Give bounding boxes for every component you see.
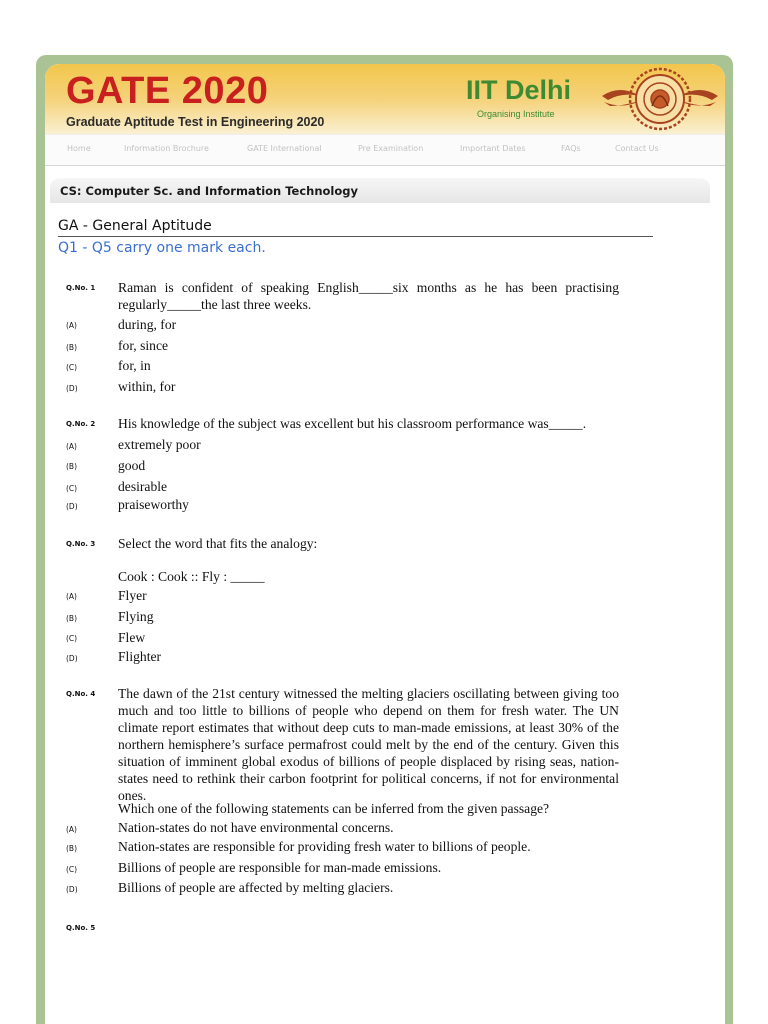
question-prompt: Which one of the following statements can be inferred from the given passage? <box>118 801 550 816</box>
passage-text <box>118 685 619 804</box>
option-label: (A) <box>66 442 77 451</box>
option-text: extremely poor <box>118 437 201 452</box>
nav-gate-international[interactable]: GATE International <box>247 144 322 153</box>
nav-pre-examination[interactable]: Pre Examination <box>358 144 424 153</box>
option-label: (B) <box>66 614 77 623</box>
option-label: (D) <box>66 654 78 663</box>
option-text: good <box>118 458 146 473</box>
question-number: Q.No. 4 <box>66 690 96 698</box>
option-label: (B) <box>66 462 77 471</box>
marks-note: Q1 - Q5 carry one mark each. <box>58 240 266 256</box>
question-text <box>118 279 619 313</box>
option-label: (C) <box>66 363 78 372</box>
option-label: (C) <box>66 484 78 493</box>
option-text: for, in <box>118 358 151 373</box>
subject-bar <box>50 178 710 203</box>
option-text: for, since <box>118 338 169 353</box>
option-label: (A) <box>66 592 77 601</box>
institute-name: IIT Delhi <box>466 75 572 105</box>
question-number: Q.No. 1 <box>66 284 96 292</box>
option-text: during, for <box>118 317 177 332</box>
option-text: Flew <box>118 630 146 645</box>
option-text: Billions of people are responsible for man-made emissions. <box>118 860 442 875</box>
option-text: Flying <box>118 609 154 624</box>
option-text: desirable <box>118 479 168 494</box>
option-label: (D) <box>66 885 78 894</box>
option-text: Flyer <box>118 588 147 603</box>
institute-role: Organising Institute <box>477 109 555 119</box>
question-line: regularly_____the last three weeks. <box>118 297 312 312</box>
question-line: Raman is confident of speaking English_____six months as he has been practising <box>118 280 619 295</box>
header-banner <box>45 64 725 134</box>
nav-faqs[interactable]: FAQs <box>561 144 581 153</box>
option-text: within, for <box>118 379 176 394</box>
question-text: Select the word that fits the analogy: <box>118 536 318 551</box>
passage-line: ones. <box>118 788 147 803</box>
iit-delhi-emblem-icon <box>600 66 720 132</box>
question-number: Q.No. 2 <box>66 420 96 428</box>
passage-line: much and too little to billions of people who depend on them for fresh water. The UN <box>118 703 619 718</box>
option-label: (A) <box>66 825 77 834</box>
section-divider <box>58 236 653 237</box>
option-label: (C) <box>66 634 78 643</box>
option-label: (C) <box>66 865 78 874</box>
option-label: (A) <box>66 321 77 330</box>
option-text: Nation-states are responsible for providing fresh water to billions of people. <box>118 839 531 854</box>
question-paper-sheet <box>45 64 725 1024</box>
analogy-text: Cook : Cook :: Fly : _____ <box>118 569 265 584</box>
passage-line: climate report estimates that without deep cuts to man-made emissions, at least 30% of the <box>118 720 619 735</box>
passage-line: states need to rethink their carbon footprint for political concerns, if not for environmental <box>118 771 619 786</box>
site-navigation <box>45 134 725 166</box>
option-label: (D) <box>66 502 78 511</box>
gate-subtitle: Graduate Aptitude Test in Engineering 2020 <box>66 115 325 129</box>
question-text: His knowledge of the subject was excellent but his classroom performance was_____. <box>118 416 587 431</box>
question-number: Q.No. 5 <box>66 924 96 932</box>
nav-contact-us[interactable]: Contact Us <box>615 144 659 153</box>
gate-title: GATE 2020 <box>66 70 269 112</box>
passage-line: situation of imminent global exodus of billions of people displaced by rising seas, nation- <box>118 754 619 769</box>
section-title: GA - General Aptitude <box>58 218 212 234</box>
nav-home[interactable]: Home <box>67 144 91 153</box>
option-text: praiseworthy <box>118 497 189 512</box>
passage-line: The dawn of the 21st century witnessed the melting glaciers oscillating between giving too <box>118 686 619 701</box>
nav-important-dates[interactable]: Important Dates <box>460 144 526 153</box>
nav-information-brochure[interactable]: Information Brochure <box>124 144 209 153</box>
option-label: (D) <box>66 384 78 393</box>
option-label: (B) <box>66 343 77 352</box>
subject-title: CS: Computer Sc. and Information Technology <box>60 184 359 198</box>
passage-line: northern hemisphere’s surface permafrost could melt by the end of the century. Given this <box>118 737 619 752</box>
option-text: Billions of people are affected by melting glaciers. <box>118 880 394 895</box>
option-text: Nation-states do not have environmental concerns. <box>118 820 394 835</box>
option-label: (B) <box>66 844 77 853</box>
option-text: Flighter <box>118 649 162 664</box>
question-number: Q.No. 3 <box>66 540 96 548</box>
